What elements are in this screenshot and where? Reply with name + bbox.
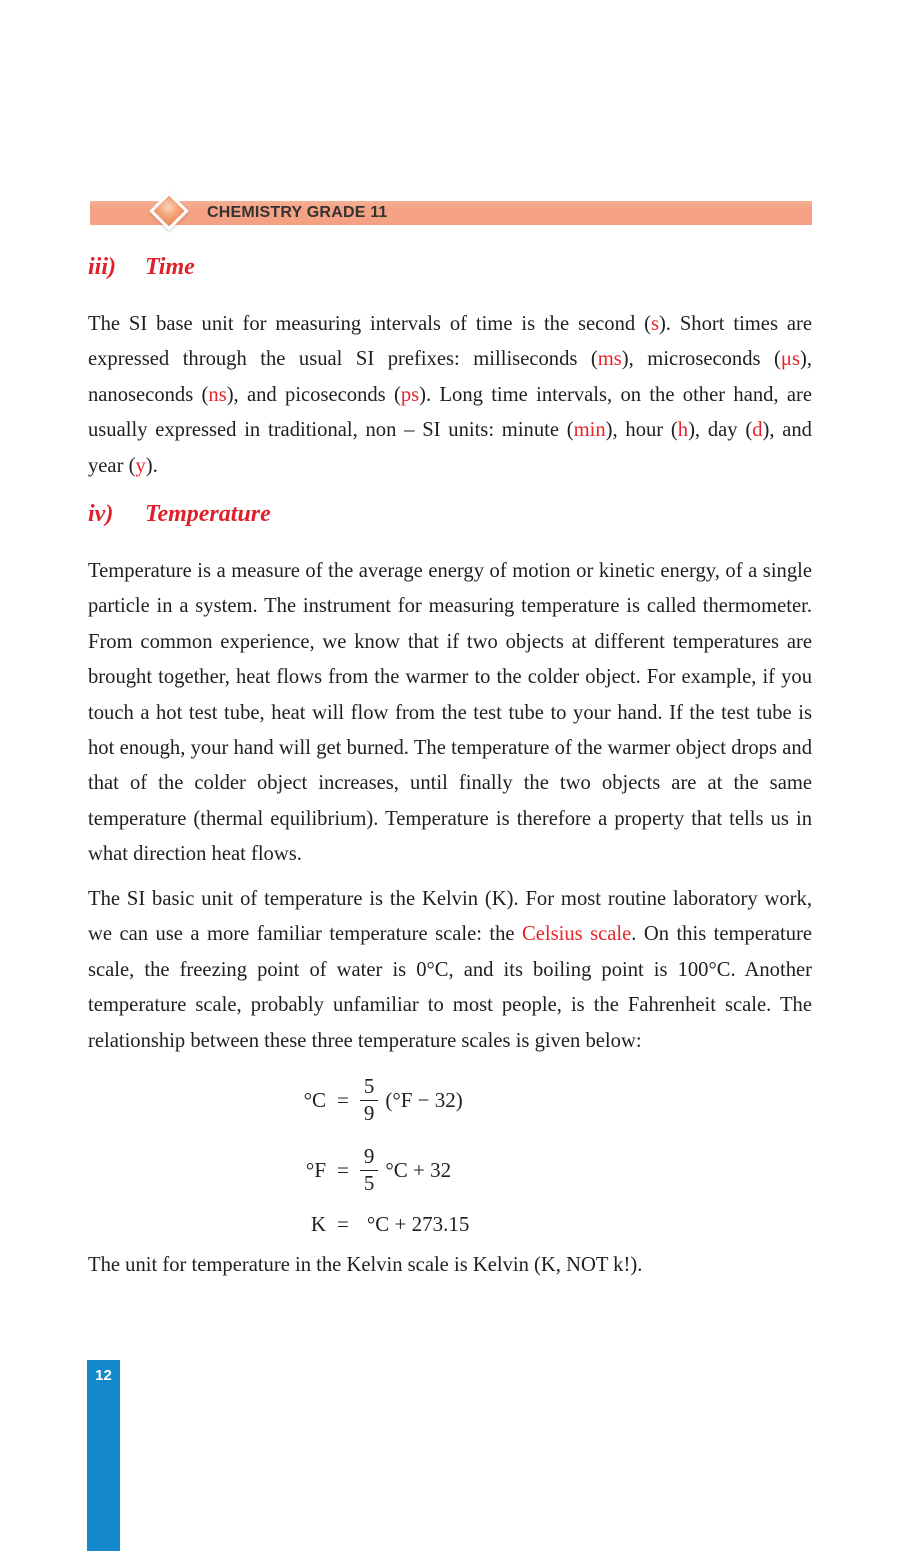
page-number-bar xyxy=(87,1360,120,1551)
paragraph-temperature-scales: The SI basic unit of temperature is the Kelvin (K). For most routine laboratory work, we can use a more familiar temperature scale: the Celsius scale. On this temperature scale, the freezing point of water is 0°C, and its boiling point is 100°C. Another temperature scale, probably unfamiliar to most people, is the Fahrenheit scale. The relationship between these three temperature scales is given below: xyxy=(88,888,812,1052)
fraction-numerator: 5 xyxy=(363,1074,375,1099)
section-numeral: iii) xyxy=(88,254,116,280)
section-numeral: iv) xyxy=(88,501,114,527)
fraction-numerator: 9 xyxy=(363,1144,375,1169)
page-number: 12 xyxy=(95,1367,112,1384)
formula-rhs: (°F − 32) xyxy=(385,1087,463,1112)
formula-lhs: K xyxy=(310,1211,326,1236)
formula-kelvin xyxy=(88,1206,469,1242)
formula-lhs: °C xyxy=(303,1087,326,1112)
equals-sign: = xyxy=(337,1157,349,1182)
formula-rhs: °C + 273.15 xyxy=(366,1211,470,1236)
formula-fahrenheit xyxy=(88,1136,469,1204)
section-heading-time xyxy=(88,254,195,281)
fraction-denominator: 5 xyxy=(360,1170,379,1196)
fraction xyxy=(360,1074,379,1125)
section-title: Temperature xyxy=(145,501,271,527)
formula-celsius xyxy=(88,1066,469,1134)
equals-sign: = xyxy=(337,1087,349,1112)
formula-lhs: °F xyxy=(305,1157,326,1182)
header-banner xyxy=(90,201,812,225)
formula-block xyxy=(88,1066,469,1242)
header-title: CHEMISTRY GRADE 11 xyxy=(207,204,388,221)
fraction-denominator: 9 xyxy=(360,1100,379,1126)
closing-line: The unit for temperature in the Kelvin scale is Kelvin (K, NOT k!). xyxy=(88,1254,643,1276)
section-title: Time xyxy=(145,254,195,280)
fraction xyxy=(360,1144,379,1195)
section-heading-temperature xyxy=(88,501,271,528)
paragraph-temperature-intro: Temperature is a measure of the average energy of motion or kinetic energy, of a single particle in a system. The instrument for measuring temperature is called thermometer. From common experience, we know that if two objects at different temperatures are brought together, heat flows from the warmer to the colder object. For example, if you touch a hot test tube, heat will flow from the test tube to your hand. If the test tube is hot enough, your hand will get burned. The temperature of the warmer object drops and that of the colder object increases, until finally the two objects are at the same temperature (thermal equilibrium). Temperature is therefore a property that tells us in what direction heat flows. xyxy=(88,560,812,866)
paragraph-time: The SI base unit for measuring intervals of time is the second (s). Short times are expressed through the usual SI prefixes: milliseconds (ms), microseconds (μs), nanoseconds (ns), and picoseconds (ps). Long time intervals, on the other hand, are usually expressed in traditional, non – SI units: minute (min), hour (h), day (d), and year (y). xyxy=(88,313,813,477)
formula-rhs: °C + 32 xyxy=(385,1157,452,1182)
equals-sign: = xyxy=(337,1211,349,1236)
